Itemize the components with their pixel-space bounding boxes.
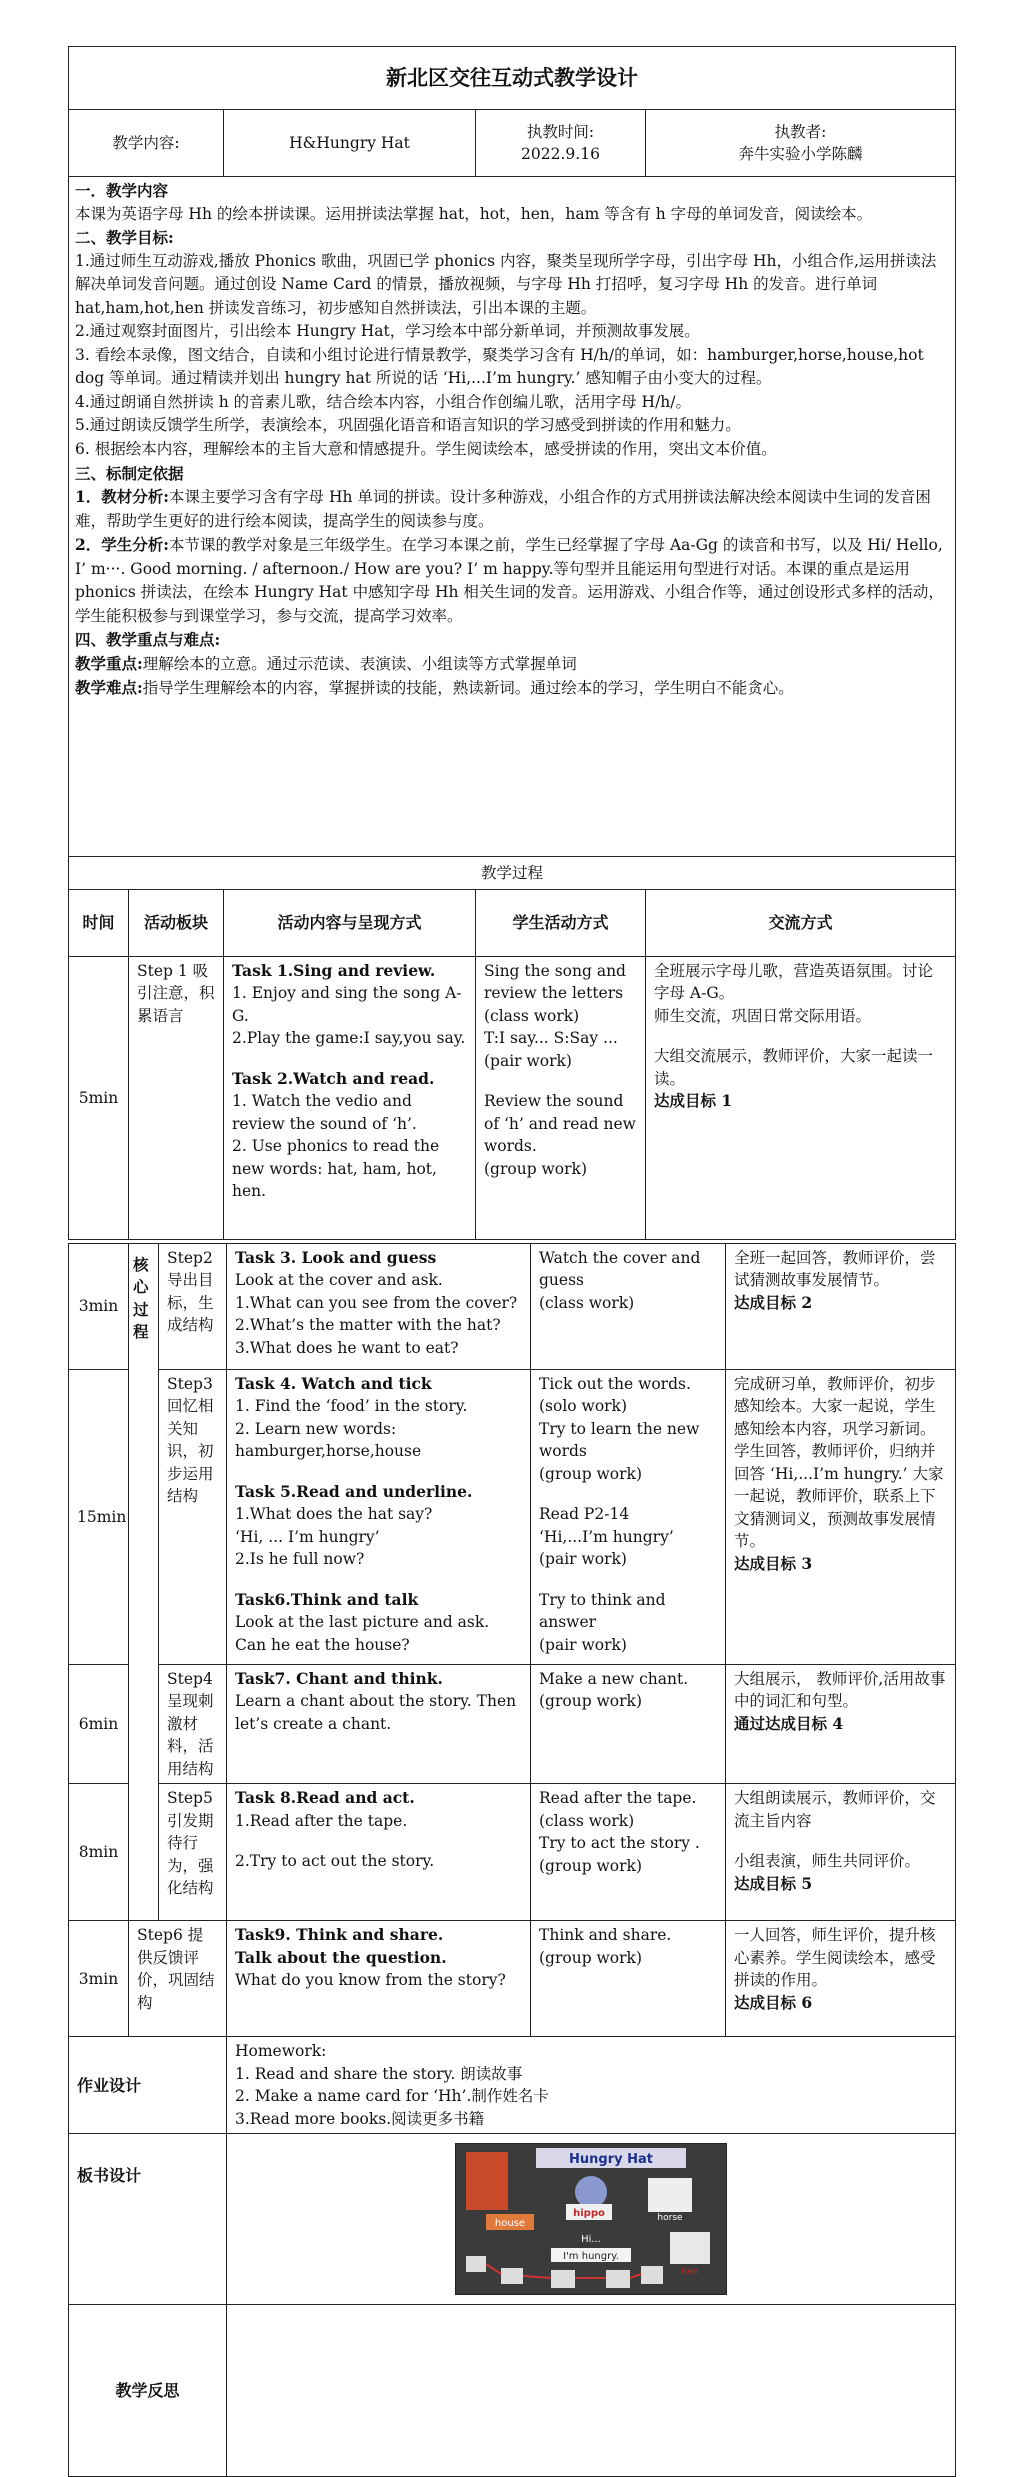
homework-cell xyxy=(227,2037,956,2134)
text-line: 2.Play the game:I say,you say. xyxy=(232,1029,466,1048)
text-line: 1. Watch the vedio and review the sound of ‘h’. xyxy=(232,1092,417,1133)
text-line: Make a new chant. xyxy=(539,1670,689,1688)
text-line: 2. Learn new words: hamburger,horse,house xyxy=(235,1419,422,1461)
text-line: Try to think and answer xyxy=(539,1590,666,1632)
key-item xyxy=(75,676,949,701)
comm-cell xyxy=(726,1921,956,2037)
basis-item xyxy=(75,485,949,533)
col-header: 活动内容与呈现方式 xyxy=(224,890,476,957)
board-word: I'm hungry. xyxy=(563,2251,619,2263)
text-line: 1.What does the hat say? xyxy=(235,1505,433,1524)
key-item xyxy=(75,652,949,677)
time-cell: 5min xyxy=(69,957,129,1240)
text-line: Try to act the story . xyxy=(539,1834,700,1853)
homework-line: Homework: xyxy=(235,2042,327,2061)
text-line: (group work) xyxy=(539,1464,642,1483)
spacer xyxy=(235,1463,522,1481)
goal-item: 6. 根据绘本内容，理解绘本的主旨大意和情感提升。学生阅读绘本，感受拼读的作用，突出文本价值。 xyxy=(75,440,777,459)
text-line: Read after the tape. xyxy=(539,1789,697,1808)
text-line: 大组展示， 教师评价,活用故事中的词汇和句型。 xyxy=(734,1670,946,1711)
time-cell: 8min xyxy=(69,1784,129,1921)
time-cell: 3min xyxy=(69,1244,129,1370)
spacer xyxy=(734,1832,947,1850)
student-cell xyxy=(531,1370,726,1665)
text-line: 2.What’s the matter with the hat? xyxy=(235,1316,501,1335)
task-heading: Task 5.Read and underline. xyxy=(235,1481,473,1501)
task-heading: Task9. Think and share. xyxy=(235,1925,444,1945)
col-header: 时间 xyxy=(69,890,129,957)
text-line: (pair work) xyxy=(539,1635,627,1654)
teacher-label: 执教者: xyxy=(774,122,827,141)
task-heading: Task 1.Sing and review. xyxy=(232,961,436,980)
board-word: hippo xyxy=(573,2208,605,2220)
section-heading: 三、标制定依据 xyxy=(75,463,184,483)
goal-item: 5.通过朗读反馈学生所学，表演绘本，巩固强化语音和语言知识的学习感受到拼读的作用和魅力。 xyxy=(75,416,741,435)
student-cell xyxy=(531,1784,726,1921)
reflection-cell xyxy=(227,2304,956,2476)
content-label: 教学内容: xyxy=(69,110,224,177)
book-cover-icon xyxy=(466,2152,508,2210)
spacer xyxy=(539,1571,717,1589)
board-label: 板书设计 xyxy=(69,2134,227,2304)
spacer xyxy=(232,1050,467,1068)
student-cell xyxy=(476,957,646,1240)
lesson-plan-table xyxy=(68,46,956,1240)
spacer xyxy=(539,1485,717,1503)
basis-item xyxy=(75,533,949,628)
task-heading: 达成目标 2 xyxy=(734,1292,813,1312)
task-heading: Task 4. Watch and tick xyxy=(235,1374,432,1393)
board-illustration xyxy=(456,2144,726,2294)
goal-item: 4.通过朗诵自然拼读 h 的音素儿歌，结合绘本内容，小组合作创编儿歌，活用字母 H/h/。 xyxy=(75,392,691,411)
text-line: 3.What does he want to eat? xyxy=(235,1338,459,1357)
text-line: 小组表演，师生共同评价。 xyxy=(734,1852,921,1871)
text-line: 一人回答，师生评价，提升核心素养。学生阅读绘本，感受拼读的作用。 xyxy=(734,1926,936,1990)
text-line: (class work) xyxy=(539,1293,635,1312)
col-header: 学生活动方式 xyxy=(476,890,646,957)
task-heading: Task7. Chant and think. xyxy=(235,1669,443,1688)
process-table-continued xyxy=(68,1243,956,2477)
date-cell xyxy=(476,110,646,177)
text-line: Review the sound of ‘h’ and read new words. xyxy=(484,1092,636,1156)
text-line: Learn a chant about the story. Then let’s create a chant. xyxy=(235,1692,517,1733)
text-line: 1. Find the ‘food’ in the story. xyxy=(235,1397,468,1416)
board-photo xyxy=(455,2143,727,2295)
key-text: 指导学生理解绘本的内容，掌握拼读的技能，熟读新词。通过绘本的学习，学生明白不能贪心。 xyxy=(142,679,794,698)
col-header: 活动板块 xyxy=(129,890,224,957)
board-title: Hungry Hat xyxy=(569,2152,653,2168)
task-heading: Task 8.Read and act. xyxy=(235,1788,415,1808)
board-word: Hi... xyxy=(581,2234,601,2246)
task-heading: 达成目标 1 xyxy=(654,1091,733,1111)
board-word: hen xyxy=(681,2267,699,2278)
block-cell: Step6 提供反馈评价，巩固结构 xyxy=(129,1921,227,2037)
content-cell xyxy=(224,957,476,1240)
text-line: 师生交流，巩固日常交际用语。 xyxy=(654,1006,872,1025)
intro-section xyxy=(69,177,956,857)
text-line: (group work) xyxy=(539,1948,642,1967)
board-word: horse xyxy=(657,2213,683,2224)
text-line: 全班一起回答，教师评价，尝试猜测故事发展情节。 xyxy=(734,1249,936,1290)
key-label: 教学难点: xyxy=(75,678,143,698)
content-cell xyxy=(227,1244,531,1370)
goal-item: 2.通过观察封面图片，引出绘本 Hungry Hat，学习绘本中部分新单词，并预测故事发展。 xyxy=(75,322,700,341)
core-label: 核心过程 xyxy=(129,1244,159,1921)
text-line: 1. Enjoy and sing the song A-G. xyxy=(232,984,462,1025)
process-title: 教学过程 xyxy=(69,857,956,890)
text-line: (pair work) xyxy=(539,1550,627,1569)
text-line: Sing the song and review the letters (class work) xyxy=(484,962,626,1025)
section-heading: 二、教学目标: xyxy=(75,228,174,248)
time-cell: 6min xyxy=(69,1665,129,1784)
block-cell: Step5 引发期待行为，强化结构 xyxy=(159,1784,227,1921)
text-line: ‘Hi,...I’m hungry’ xyxy=(539,1527,674,1546)
content-value: H&Hungry Hat xyxy=(224,110,476,177)
task-heading: 达成目标 3 xyxy=(734,1553,813,1573)
text-line: Look at the last picture and ask. Can he eat the house? xyxy=(235,1613,490,1654)
spacer xyxy=(484,1072,637,1090)
text-line: What do you know from the story? xyxy=(235,1971,506,1990)
homework-line: 1. Read and share the story. 朗读故事 xyxy=(235,2064,523,2083)
goal-item: 3. 看绘本录像，图文结合，自读和小组讨论进行情景教学，聚类学习含有 H/h/的单词，如：hamburger,horse,house,hot dog 等单词。通过精读并划出 hungry hat 所说的话 ‘Hi,...I’m hungry.’ 感知帽子由小变大的过程。 xyxy=(75,345,924,388)
date-label: 执教时间: xyxy=(526,122,595,141)
block-cell: Step 1 吸引注意，积累语言 xyxy=(129,957,224,1240)
text-line: Read P2-14 xyxy=(539,1505,630,1524)
text-line: T:I say... S:Say ... (pair work) xyxy=(484,1029,618,1070)
homework-label: 作业设计 xyxy=(69,2037,227,2134)
task-heading: 达成目标 6 xyxy=(734,1992,813,2012)
paragraph: 本课为英语字母 Hh 的绘本拼读课。运用拼读法掌握 hat，hot，hen，ham 等含有 h 字母的单词发音，阅读绘本。 xyxy=(75,204,873,223)
student-cell xyxy=(531,1921,726,2037)
text-line: Watch the cover and guess xyxy=(539,1249,701,1290)
block-cell: Step4 呈现刺激材料，活用结构 xyxy=(159,1665,227,1784)
spacer xyxy=(235,1571,522,1589)
key-text: 理解绘本的立意。通过示范读、表演读、小组读等方式掌握单词 xyxy=(142,654,577,673)
section-heading: 一．教学内容 xyxy=(75,181,169,200)
block-cell: Step3 回忆相关知识，初步运用结构 xyxy=(159,1370,227,1665)
goal-item: 1.通过师生互动游戏,播放 Phonics 歌曲，巩固已学 phonics 内容，聚类呈现所学字母，引出字母 Hh，小组合作,运用拼读法解决单词发音问题。通过创设 Name Card 的情景，播放视频，与字母 Hh 打招呼，复习字母 Hh 的发音。进行单词 hat,ham,hot,hen 拼读发音练习，初步感知自然拼读法，引出本课的主题。 xyxy=(75,251,937,317)
block-cell: Step2 导出目标，生成结构 xyxy=(159,1244,227,1370)
date-value: 2022.9.16 xyxy=(521,145,600,163)
spacer xyxy=(654,1027,947,1045)
text-line: 全班展示字母儿歌，营造英语氛围。讨论字母 A-G。 xyxy=(654,962,934,1003)
text-line: 2.Try to act out the story. xyxy=(235,1852,435,1871)
task-heading: Task6.Think and talk xyxy=(235,1589,419,1609)
spacer xyxy=(235,1832,522,1850)
text-line: Think and share. xyxy=(539,1926,672,1945)
content-cell xyxy=(227,1921,531,2037)
text-line: (group work) xyxy=(484,1159,587,1178)
text-line: 大组朗读展示，教师评价，交流主旨内容 xyxy=(734,1789,936,1830)
board-word: house xyxy=(494,2218,526,2230)
section-heading: 四、教学重点与难点: xyxy=(75,630,221,650)
task-heading: Talk about the question. xyxy=(235,1947,447,1967)
basis-label: 2．学生分析: xyxy=(75,535,170,555)
homework-line: 2. Make a name card for ‘Hh’.制作姓名卡 xyxy=(235,2087,549,2106)
text-line: (class work) xyxy=(539,1811,635,1830)
reflection-label: 教学反思 xyxy=(69,2304,227,2476)
text-line: Look at the cover and ask. xyxy=(235,1271,443,1290)
text-line: 学生回答，教师评价，归纳并回答 ‘Hi,...I’m hungry.’ 大家一起说，教师评价，联系上下文猜测词义，预测故事发展情节。 xyxy=(734,1442,944,1551)
text-line: Tick out the words. (solo work) xyxy=(539,1375,691,1416)
key-label: 教学重点: xyxy=(75,653,143,673)
text-line: 1.What can you see from the cover? xyxy=(235,1293,518,1312)
text-line: 1.Read after the tape. xyxy=(235,1811,408,1830)
board-cell xyxy=(227,2134,956,2304)
text-line: 2.Is he full now? xyxy=(235,1550,365,1569)
task-heading: 通过达成目标 4 xyxy=(734,1713,844,1733)
comm-cell xyxy=(726,1244,956,1370)
text-line: ‘Hi, ... I’m hungry’ xyxy=(235,1527,380,1546)
comm-cell xyxy=(726,1370,956,1665)
text-line: 2. Use phonics to read the new words: hat, ham, hot, hen. xyxy=(232,1137,440,1201)
comm-cell xyxy=(646,957,956,1240)
content-cell xyxy=(227,1370,531,1665)
basis-text: 本课主要学习含有字母 Hh 单词的拼读。设计多种游戏，小组合作的方式用拼读法解决绘本阅读中生词的发音困难，帮助学生更好的进行绘本阅读，提高学生的阅读参与度。 xyxy=(75,488,931,530)
text-line: (group work) xyxy=(539,1856,642,1875)
student-cell xyxy=(531,1244,726,1370)
comm-cell xyxy=(726,1665,956,1784)
col-header: 交流方式 xyxy=(646,890,956,957)
comm-cell xyxy=(726,1784,956,1921)
student-cell xyxy=(531,1665,726,1784)
task-heading: Task 2.Watch and read. xyxy=(232,1068,435,1088)
task-heading: 达成目标 5 xyxy=(734,1873,813,1893)
page-title: 新北区交往互动式教学设计 xyxy=(69,47,956,110)
basis-text: 本节课的教学对象是三年级学生。在学习本课之前，学生已经掌握了字母 Aa-Gg 的读音和书写，以及 Hi/ Hello, I’ m···. Good morning. / afternoon./ How are you? I’ m happy.等句型并且能运用句型进行对话。本课的重点是运用 phonics 拼读法，在绘本 Hungry Hat 中感知字母 Hh 相关生词的发音。运用游戏、小组合作等，通过创设形式多样的活动，学生能积极参与到课堂学习，参与交流，提高学习效率。 xyxy=(75,536,944,625)
text-line: (group work) xyxy=(539,1692,642,1711)
task-heading: Task 3. Look and guess xyxy=(235,1248,437,1267)
time-cell: 15min xyxy=(69,1370,129,1665)
content-cell xyxy=(227,1665,531,1784)
basis-label: 1．教材分析: xyxy=(75,487,170,507)
time-cell: 3min xyxy=(69,1921,129,2037)
teacher-value: 奔牛实验小学陈麟 xyxy=(738,145,863,163)
homework-line: 3.Read more books.阅读更多书籍 xyxy=(235,2109,485,2128)
text-line: 大组交流展示，教师评价，大家一起读一读。 xyxy=(654,1047,934,1088)
teacher-cell xyxy=(646,110,956,177)
content-cell xyxy=(227,1784,531,1921)
text-line: Try to learn the new words xyxy=(539,1419,700,1461)
text-line: 完成研习单，教师评价，初步感知绘本。大家一起说，学生感知绘本内容，巩学习新词。 xyxy=(734,1375,936,1438)
